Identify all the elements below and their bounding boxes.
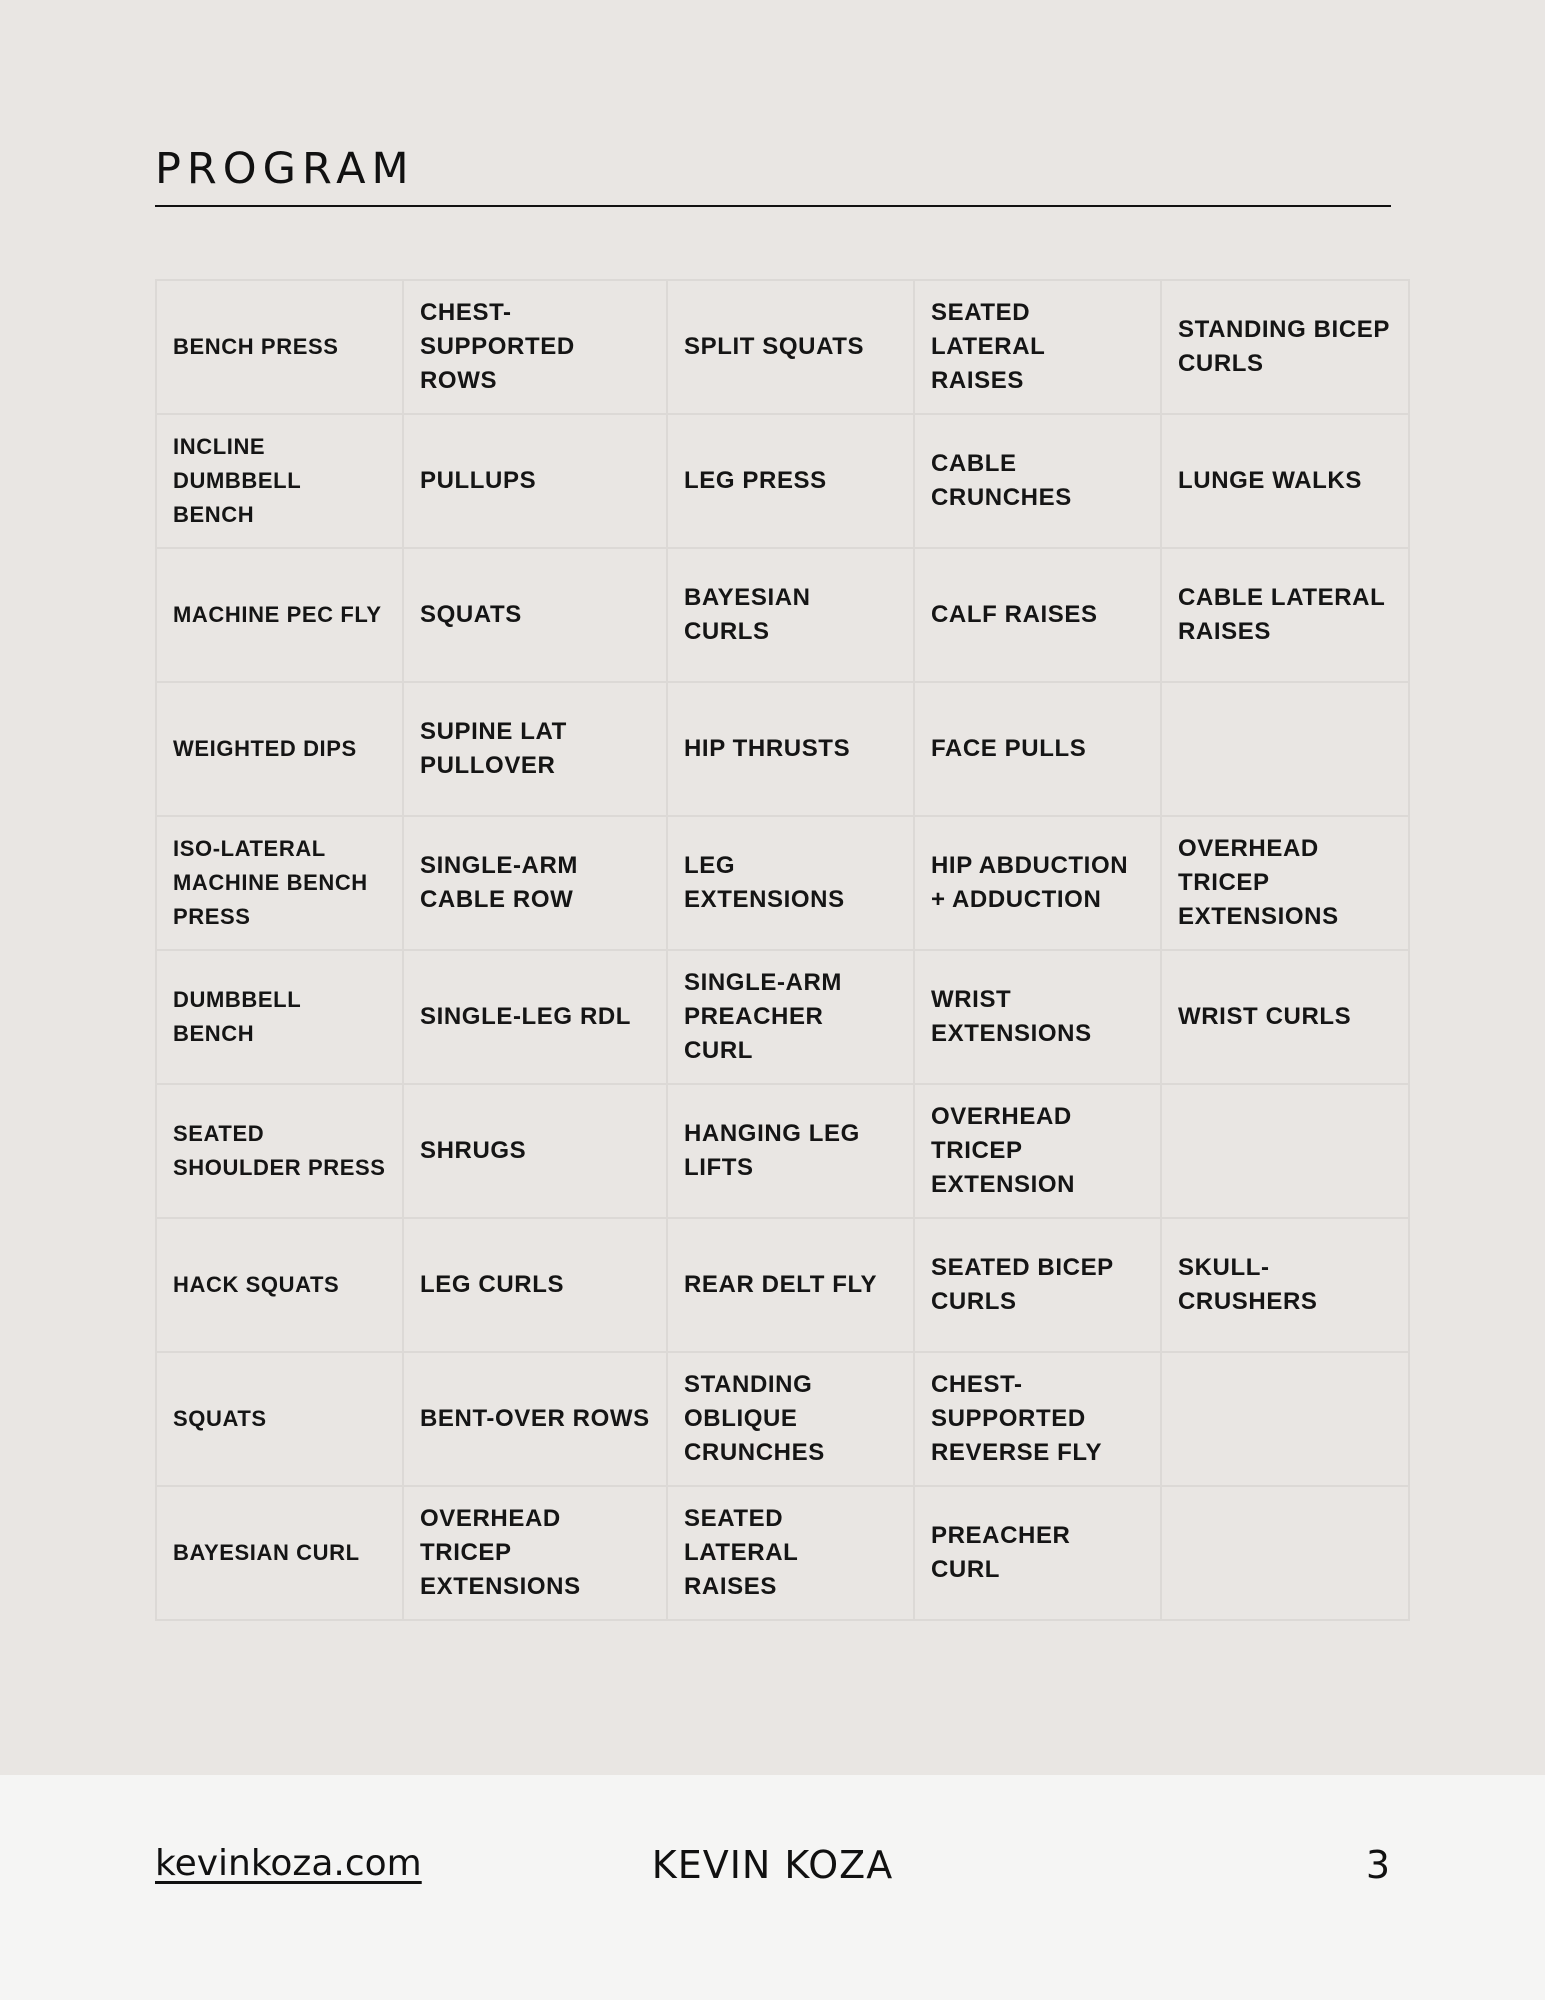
table-cell: BENCH PRESS — [156, 280, 403, 414]
table-cell: WRIST EXTENSIONS — [914, 950, 1161, 1084]
table-cell: OVERHEAD TRICEP EXTENSIONS — [403, 1486, 667, 1620]
table-cell: BAYESIAN CURLS — [667, 548, 914, 682]
program-table-body — [156, 280, 1409, 1620]
table-cell: HIP THRUSTS — [667, 682, 914, 816]
table-row — [156, 1486, 1409, 1620]
table-cell: OVERHEAD TRICEP EXTENSIONS — [1161, 816, 1409, 950]
table-cell: SPLIT SQUATS — [667, 280, 914, 414]
table-row — [156, 816, 1409, 950]
page-number: 3 — [1365, 1843, 1390, 1887]
table-cell: SKULL-CRUSHERS — [1161, 1218, 1409, 1352]
table-cell: SQUATS — [156, 1352, 403, 1486]
table-cell — [1161, 1486, 1409, 1620]
program-table — [155, 279, 1410, 1621]
table-row — [156, 1352, 1409, 1486]
table-cell: HANGING LEG LIFTS — [667, 1084, 914, 1218]
table-cell: REAR DELT FLY — [667, 1218, 914, 1352]
table-cell: CABLE CRUNCHES — [914, 414, 1161, 548]
author-name: KEVIN KOZA — [651, 1843, 894, 1887]
table-cell: WEIGHTED DIPS — [156, 682, 403, 816]
table-cell: FACE PULLS — [914, 682, 1161, 816]
table-row — [156, 280, 1409, 414]
table-cell: LUNGE WALKS — [1161, 414, 1409, 548]
table-cell: BENT-OVER ROWS — [403, 1352, 667, 1486]
table-cell: SUPINE LAT PULLOVER — [403, 682, 667, 816]
table-cell: MACHINE PEC FLY — [156, 548, 403, 682]
footer — [0, 1775, 1545, 2000]
table-cell: CALF RAISES — [914, 548, 1161, 682]
table-cell: WRIST CURLS — [1161, 950, 1409, 1084]
table-cell: HACK SQUATS — [156, 1218, 403, 1352]
table-cell: PREACHER CURL — [914, 1486, 1161, 1620]
table-cell: CHEST-SUPPORTED ROWS — [403, 280, 667, 414]
table-row — [156, 548, 1409, 682]
table-cell: DUMBBELL BENCH — [156, 950, 403, 1084]
table-cell: STANDING BICEP CURLS — [1161, 280, 1409, 414]
table-cell — [1161, 682, 1409, 816]
table-cell: INCLINE DUMBBELL BENCH — [156, 414, 403, 548]
table-cell: LEG PRESS — [667, 414, 914, 548]
table-cell: LEG EXTENSIONS — [667, 816, 914, 950]
table-cell: SINGLE-ARM CABLE ROW — [403, 816, 667, 950]
table-cell: CHEST-SUPPORTED REVERSE FLY — [914, 1352, 1161, 1486]
table-cell: CABLE LATERAL RAISES — [1161, 548, 1409, 682]
table-cell — [1161, 1084, 1409, 1218]
table-cell — [1161, 1352, 1409, 1486]
table-cell: SINGLE-LEG RDL — [403, 950, 667, 1084]
table-cell: SQUATS — [403, 548, 667, 682]
table-cell: HIP ABDUCTION + ADDUCTION — [914, 816, 1161, 950]
table-cell: BAYESIAN CURL — [156, 1486, 403, 1620]
table-row — [156, 682, 1409, 816]
table-cell: SEATED BICEP CURLS — [914, 1218, 1161, 1352]
title-divider — [155, 205, 1391, 207]
table-row — [156, 414, 1409, 548]
table-row — [156, 1218, 1409, 1352]
table-cell: STANDING OBLIQUE CRUNCHES — [667, 1352, 914, 1486]
table-cell: OVERHEAD TRICEP EXTENSION — [914, 1084, 1161, 1218]
table-cell: SEATED SHOULDER PRESS — [156, 1084, 403, 1218]
website-link[interactable]: kevinkoza.com — [155, 1843, 422, 1884]
table-cell: SEATED LATERAL RAISES — [914, 280, 1161, 414]
table-cell: SINGLE-ARM PREACHER CURL — [667, 950, 914, 1084]
table-cell: SEATED LATERAL RAISES — [667, 1486, 914, 1620]
page-title: PROGRAM — [155, 144, 415, 194]
table-cell: ISO-LATERAL MACHINE BENCH PRESS — [156, 816, 403, 950]
table-cell: LEG CURLS — [403, 1218, 667, 1352]
table-cell: PULLUPS — [403, 414, 667, 548]
table-cell: SHRUGS — [403, 1084, 667, 1218]
table-row — [156, 1084, 1409, 1218]
table-row — [156, 950, 1409, 1084]
